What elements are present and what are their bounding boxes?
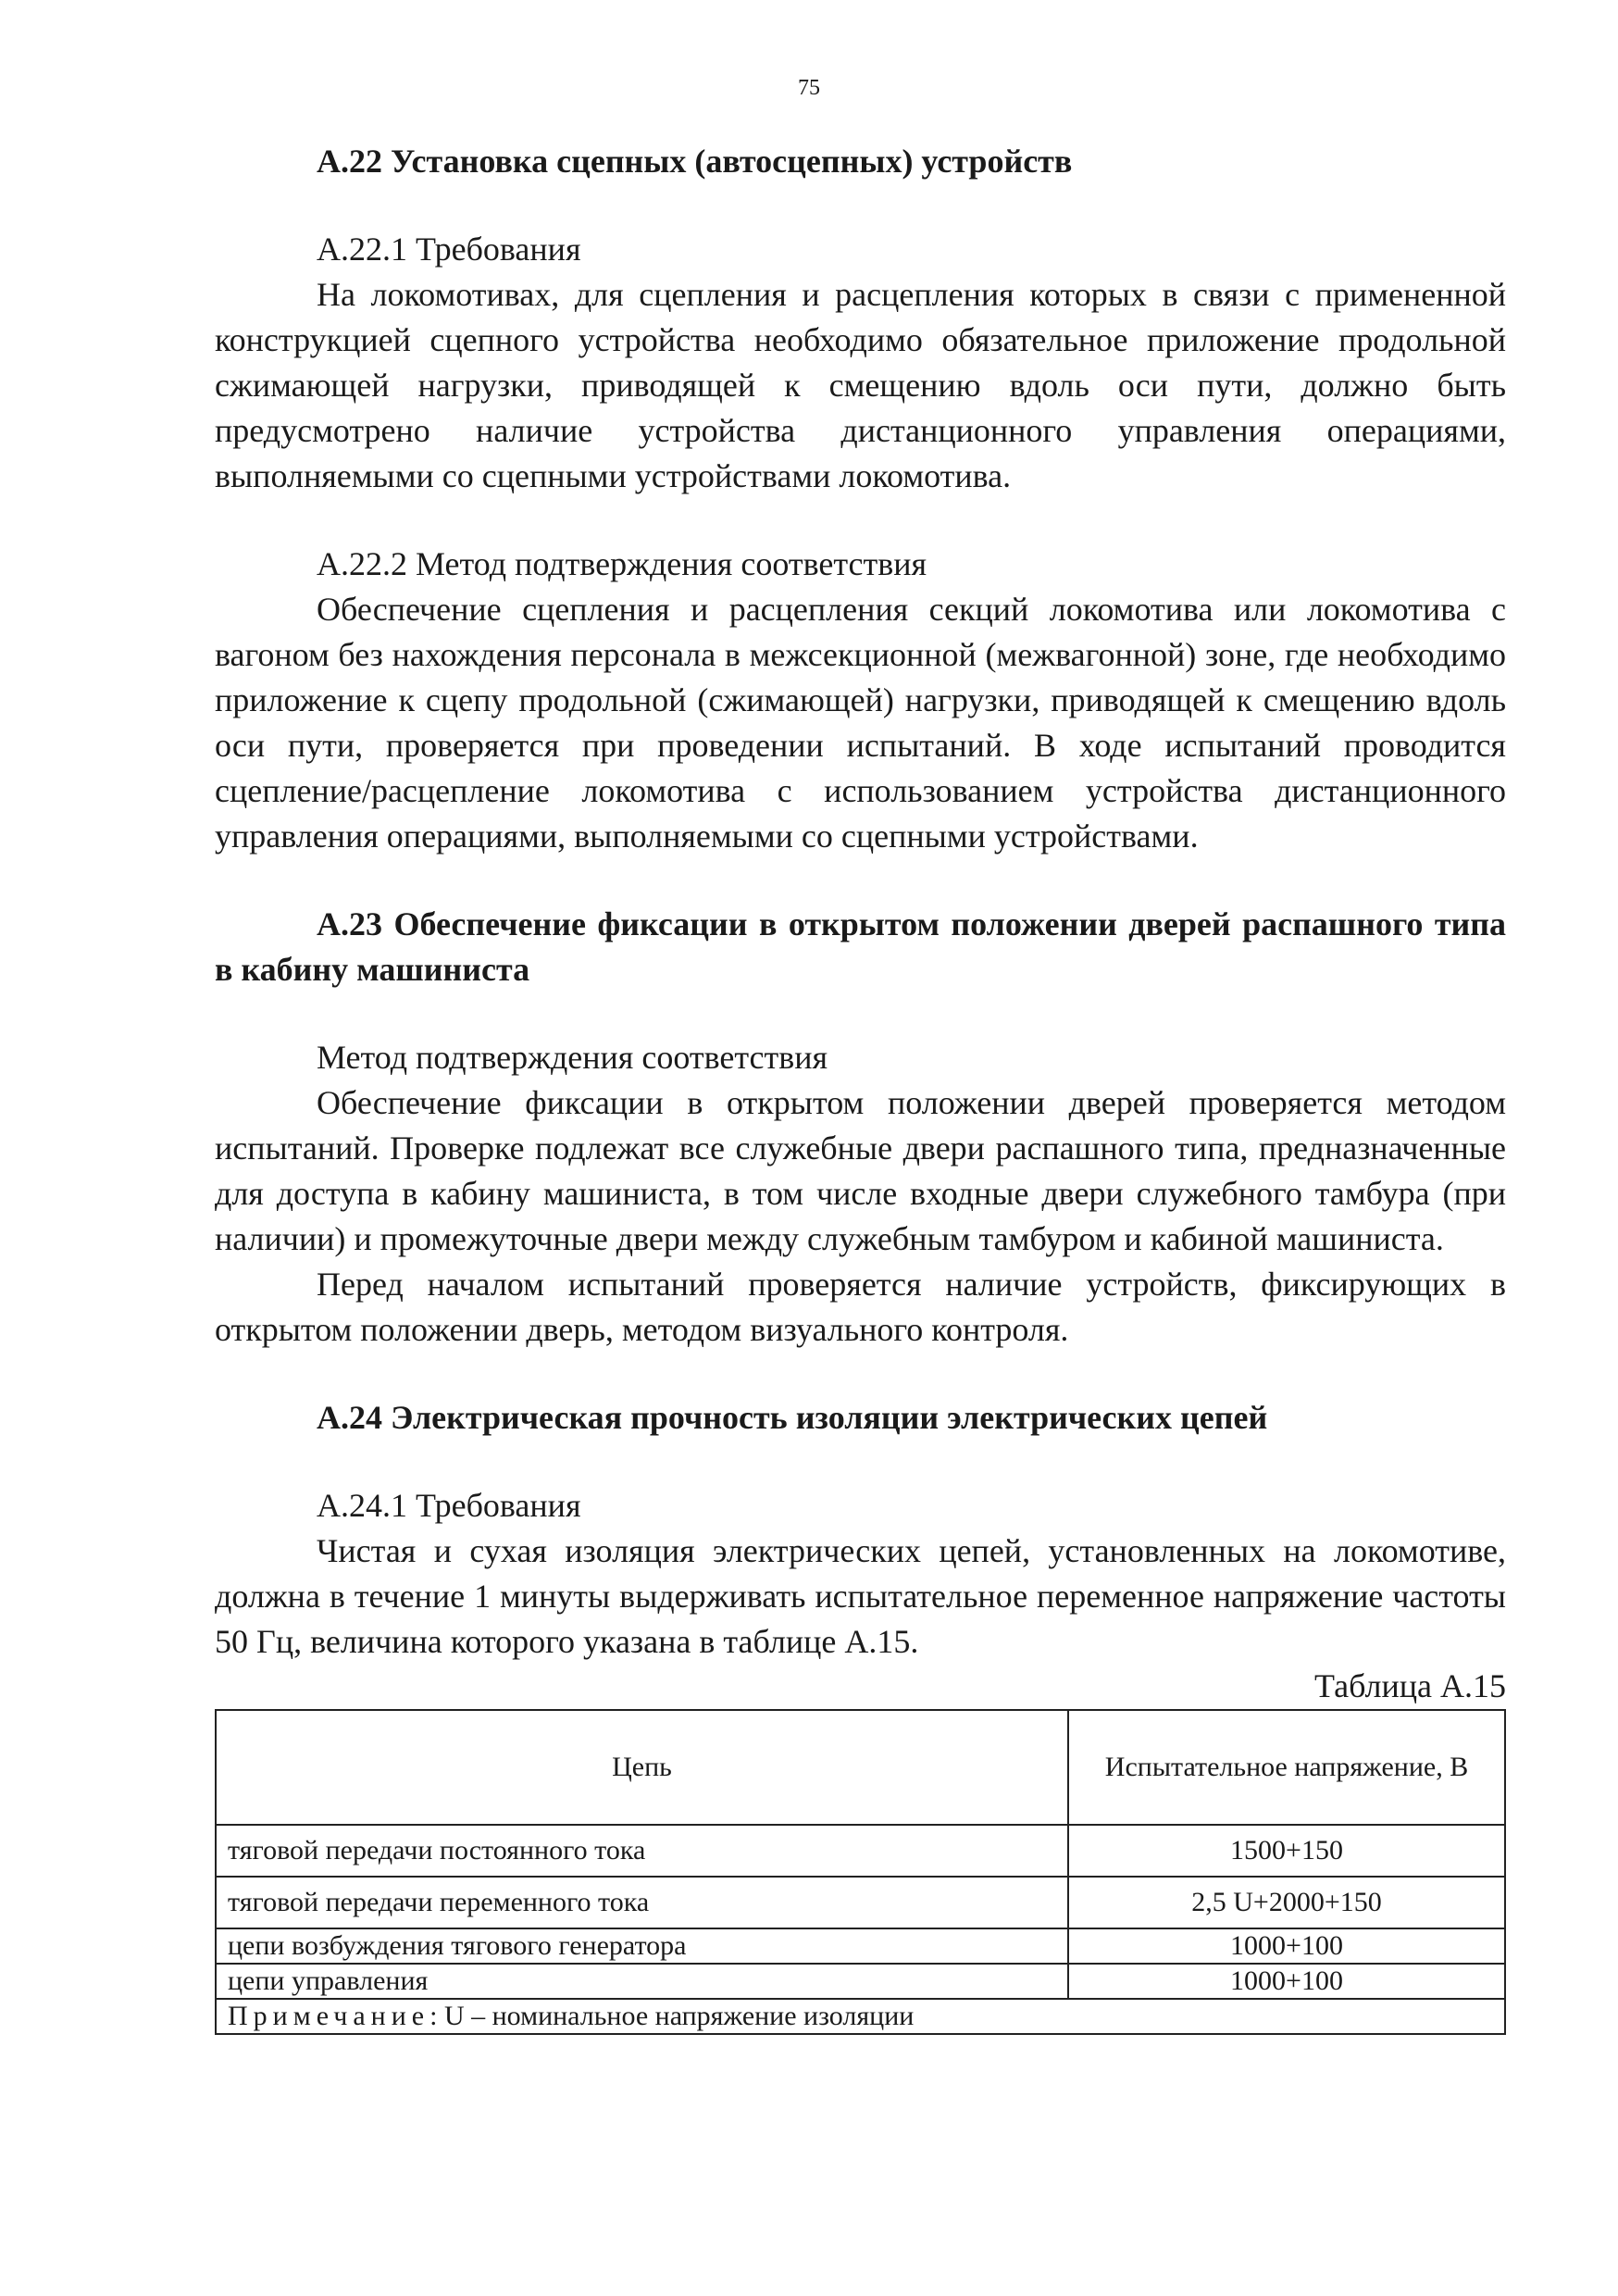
section-a23-paragraph-1: Обеспечение фиксации в открытом положении дверей проверяется методом испытаний. Проверке подлежат все служебные двери распашного типа, предназначенные для доступа в кабину машиниста, в том числе входные двери служебного тамбура (при наличии) и промежуточные двери между служебным тамбуром и кабиной машиниста.: [215, 1084, 1506, 1257]
table-note: [216, 1999, 1505, 2034]
cell-circuit: цепи управления: [216, 1964, 1068, 1999]
table-caption: Таблица А.15: [1314, 1667, 1506, 1704]
section-a23-paragraph-2: Перед началом испытаний проверяется наличие устройств, фиксирующих в открытом положении дверь, методом визуального контроля.: [215, 1266, 1506, 1348]
cell-voltage: 1000+100: [1068, 1964, 1505, 1999]
page-number: 75: [798, 76, 820, 100]
table-note-row: [216, 1999, 1505, 2034]
table-row: [216, 1825, 1505, 1877]
cell-voltage: 2,5 U+2000+150: [1068, 1877, 1505, 1928]
page-content: [215, 139, 1506, 2035]
table-row: [216, 1877, 1505, 1928]
section-a24-1-title: А.24.1 Требования: [317, 1487, 581, 1524]
voltage-table: [215, 1709, 1506, 2035]
section-a22-1-title: А.22.1 Требования: [317, 231, 581, 268]
section-a22-1-text: На локомотивах, для сцепления и расцепления которых в связи с примененной конструкцией сцепного устройства необходимо обязательное приложение продольной сжимающей нагрузки, приводящей к смещению вдоль оси пути, должно быть предусмотрено наличие устройства дистанционного управления операциями, выполняемыми со сцепными устройствами локомотива.: [215, 276, 1506, 494]
cell-circuit: цепи возбуждения тягового генератора: [216, 1928, 1068, 1964]
table-row: [216, 1964, 1505, 1999]
section-a22-2-text: Обеспечение сцепления и расцепления секций локомотива или локомотива с вагоном без нахождения персонала в межсекционной (межвагонной) зоне, где необходимо приложение к сцепу продольной (сжимающей) нагрузки, приводящей к смещению вдоль оси пути, проверяется при проведении испытаний. В ходе испытаний проводится сцепление/расцепление локомотива с использованием устройства дистанционного управления операциями, выполняемыми со сцепными устройствами.: [215, 591, 1506, 855]
cell-circuit: тяговой передачи переменного тока: [216, 1877, 1068, 1928]
section-a22-2-title: А.22.2 Метод подтверждения соответствия: [317, 545, 927, 582]
cell-voltage: 1500+150: [1068, 1825, 1505, 1877]
table-header-row: [216, 1710, 1505, 1825]
note-label: Примечание: [228, 2001, 430, 2031]
header-circuit: Цепь: [216, 1710, 1068, 1825]
section-a24-title: А.24 Электрическая прочность изоляции электрических цепей: [317, 1399, 1268, 1436]
section-a24-1-text: Чистая и сухая изоляция электрических цепей, установленных на локомотиве, должна в течение 1 минуты выдерживать испытательное переменное напряжение частоты 50 Гц, величина которого указана в таблице А.15.: [215, 1532, 1506, 1660]
note-text: : U – номинальное напряжение изоляции: [429, 2001, 915, 2031]
section-a23-title: А.23 Обеспечение фиксации в открытом положении дверей распашного типа в кабину машиниста: [215, 905, 1506, 988]
table-row: [216, 1928, 1505, 1964]
header-voltage: Испытательное напряжение, В: [1068, 1710, 1505, 1825]
cell-voltage: 1000+100: [1068, 1928, 1505, 1964]
section-a22-title: А.22 Установка сцепных (автосцепных) устройств: [317, 143, 1073, 180]
section-a23-method-title: Метод подтверждения соответствия: [317, 1039, 828, 1076]
cell-circuit: тяговой передачи постоянного тока: [216, 1825, 1068, 1877]
